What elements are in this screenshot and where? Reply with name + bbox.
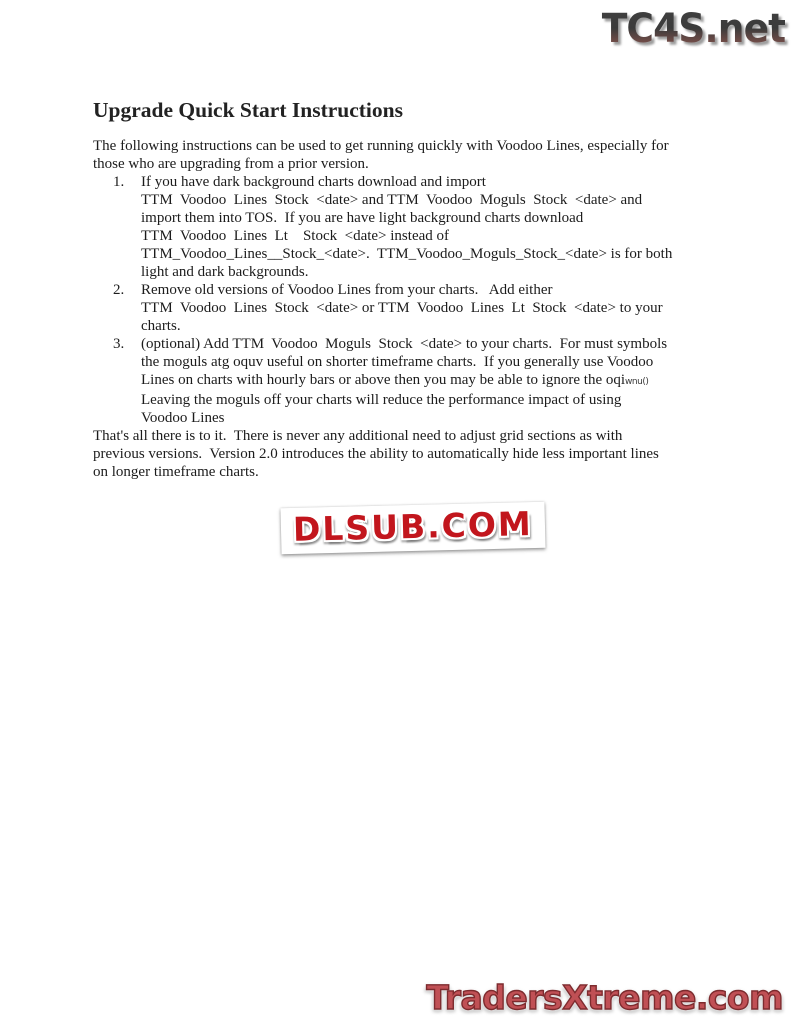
tradersxtreme-logo: TradersXtreme.com <box>426 978 783 1017</box>
list-item-line: TTM Voodoo Lines Stock <date> or TTM Voodoo Lines Lt Stock <date> to your <box>141 300 663 316</box>
list-item-text <box>141 335 733 427</box>
list-item-3 <box>93 335 733 427</box>
page-header <box>0 0 791 60</box>
list-item-line: Remove old versions of Voodoo Lines from your charts. Add either <box>141 282 553 298</box>
list-item-line: TTM Voodoo Lines Stock <date> and TTM Voodoo Moguls Stock <date> and <box>141 192 643 208</box>
list-item-line: Voodoo Lines <box>141 410 225 426</box>
intro-line: those who are upgrading from a prior version. <box>93 156 369 172</box>
closing-line: on longer timeframe charts. <box>93 464 259 480</box>
list-item-number: 3. <box>113 336 125 352</box>
closing-line: That's all there is to it. There is never any additional need to adjust grid sections as with <box>93 428 623 444</box>
page-footer <box>426 980 783 1016</box>
list-item-line-text: Lines on charts with hourly bars or above then you may be able to ignore the oqi <box>141 372 626 388</box>
intro-paragraph <box>93 137 733 173</box>
list-item-1 <box>93 173 733 281</box>
list-item-line: the moguls atg oquv useful on shorter timeframe charts. If you generally use Voodoo <box>141 354 654 370</box>
dlsub-banner-row <box>93 505 733 551</box>
closing-paragraph <box>93 427 733 481</box>
instruction-list <box>93 173 733 427</box>
list-item-line: light and dark backgrounds. <box>141 264 309 280</box>
dlsub-banner <box>281 502 546 554</box>
list-item-line: TTM_Voodoo_Lines__Stock_<date>. TTM_Voodoo_Moguls_Stock_<date> is for both <box>141 246 673 262</box>
list-item-line: TTM Voodoo Lines Lt Stock <date> instead of <box>141 228 449 244</box>
list-item-line: If you have dark background charts download and import <box>141 174 486 190</box>
list-item-number: 2. <box>113 282 125 298</box>
list-item-line: charts. <box>141 318 181 334</box>
document-body <box>93 98 733 551</box>
dlsub-logo: DLSUB.COM <box>292 504 534 549</box>
list-item-2 <box>93 281 733 335</box>
list-item-line: (optional) Add TTM Voodoo Moguls Stock <date> to your charts. For must symbols <box>141 336 668 352</box>
intro-line: The following instructions can be used to get running quickly with Voodoo Lines, especially for <box>93 138 669 154</box>
list-item-text <box>141 173 733 281</box>
list-item-number: 1. <box>113 174 125 190</box>
list-item-text <box>141 281 733 335</box>
tc4s-logo: TC4S.net <box>601 6 785 52</box>
list-item-line: Leaving the moguls off your charts will reduce the performance impact of using <box>141 392 622 408</box>
list-item-line <box>141 371 733 391</box>
list-item-line: import them into TOS. If you are have light background charts download <box>141 210 584 226</box>
page-title: Upgrade Quick Start Instructions <box>93 98 403 122</box>
closing-line: previous versions. Version 2.0 introduces the ability to automatically hide less important lines <box>93 446 659 462</box>
garbled-glyphs: wnu() <box>625 377 649 387</box>
